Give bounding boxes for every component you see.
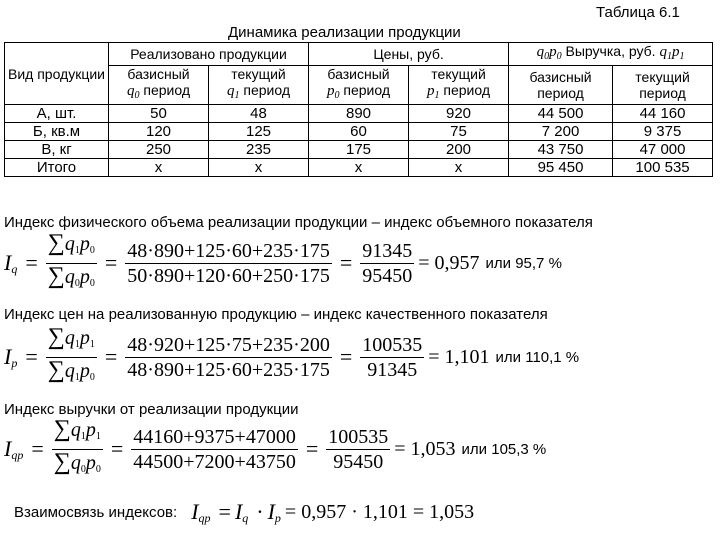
cell-p1: 920 — [409, 105, 509, 123]
sales-table — [4, 42, 713, 177]
cell-r0: 7 200 — [509, 123, 613, 141]
ip-denominator-sum: 91345 — [367, 358, 418, 381]
total-r0: 95 450 — [509, 159, 613, 177]
cell-p0: 175 — [309, 141, 409, 159]
header-row-1 — [5, 43, 713, 66]
table-row — [5, 105, 713, 123]
ip-heading: Индекс цен на реализованную продукцию – индекс качественного показателя — [4, 306, 548, 323]
relation-formula: $I_{qp}$ = $I_q$ · $I_p$ = 0,957 · 1,101 = 1,053 — [191, 498, 475, 525]
cell-p1: 200 — [409, 141, 509, 159]
iqp-numerator: 44160+9375+47000 — [133, 425, 296, 448]
cell-r1: 47 000 — [613, 141, 713, 159]
iqp-heading: Индекс выручки от реализации продукции — [4, 401, 299, 418]
header-prices: Цены, руб. — [309, 43, 509, 66]
table-row — [5, 123, 713, 141]
cell-q0: 50 — [109, 105, 209, 123]
cell-p0: 60 — [309, 123, 409, 141]
iq-formula: $I_q$ = $\frac{\sum q_1p_0}{\sum q_0p_0}$ = $\frac{48\cdot 890+125\cdot 60+235\cdot 175}{50\cdot 890+120\cdot 60+250\cdot 175}$ = $\frac{91345}{95450}$ = 0,957 или 95,7 % — [4, 229, 562, 289]
header-p1: текущий $p_1$ период — [409, 66, 509, 105]
total-q1: х — [209, 159, 309, 177]
relation-values: = 0,957 · 1,101 = 1,053 — [284, 500, 475, 523]
table-title: Динамика реализации продукции — [228, 24, 461, 41]
header-revenue-label: Выручка, руб. — [565, 43, 656, 59]
iq-numerator-sum: 91345 — [362, 239, 413, 262]
header-q1: текущий $q_1$ период — [209, 66, 309, 105]
total-r1: 100 535 — [613, 159, 713, 177]
ip-numerator-sum: 100535 — [362, 333, 423, 356]
iq-denominator-sum: 95450 — [362, 264, 413, 287]
iqp-percent: или 105,3 % — [461, 440, 547, 458]
iqp-result: = 1,053 — [394, 437, 456, 460]
cell-p0: 890 — [309, 105, 409, 123]
header-sold: Реализовано продукции — [109, 43, 309, 66]
cell-p1: 75 — [409, 123, 509, 141]
ip-numerator: 48·920+125·75+235·200 — [127, 333, 330, 356]
table-number: Таблица 6.1 — [596, 4, 680, 21]
iq-numerator: 48·890+125·60+235·175 — [127, 239, 330, 262]
iq-percent: или 95,7 % — [485, 254, 562, 272]
total-row — [5, 159, 713, 177]
iq-result: = 0,957 — [418, 251, 480, 274]
total-q0: х — [109, 159, 209, 177]
relation-label: Взаимосвязь индексов: — [14, 503, 178, 521]
table-row — [5, 141, 713, 159]
iqp-numerator-sum: 100535 — [328, 425, 389, 448]
iqp-denominator: 44500+7200+43750 — [133, 450, 296, 473]
cell-r0: 44 500 — [509, 105, 613, 123]
row-name: В, кг — [5, 141, 109, 159]
total-name: Итого — [5, 159, 109, 177]
header-revenue: $q_0p_0$ Выручка, руб. $q_1p_1$ — [509, 43, 713, 66]
header-r0: базисный период — [509, 66, 613, 105]
ip-denominator: 48·890+125·60+235·175 — [127, 358, 330, 381]
total-p0: х — [309, 159, 409, 177]
header-p0: базисный $p_0$ период — [309, 66, 409, 105]
ip-percent: или 110,1 % — [495, 348, 580, 366]
cell-q0: 120 — [109, 123, 209, 141]
header-r1: текущий период — [613, 66, 713, 105]
cell-q0: 250 — [109, 141, 209, 159]
cell-r1: 44 160 — [613, 105, 713, 123]
cell-q1: 125 — [209, 123, 309, 141]
ip-formula: $I_p$ = $\frac{\sum q_1p_1}{\sum q_1p_0}$ = $\frac{48\cdot 920+125\cdot 75+235\cdot 200}{48\cdot 890+125\cdot 60+235\cdot 175}$ = $\frac{100535}{91345}$ = 1,101 или 110,1 % — [4, 323, 580, 383]
total-p1: х — [409, 159, 509, 177]
row-name: Б, кв.м — [5, 123, 109, 141]
header-product: Вид продукции — [5, 43, 109, 105]
cell-q1: 48 — [209, 105, 309, 123]
iqp-formula: $I_{qp}$ = $\frac{\sum q_1p_1}{\sum q_0p_0}$ = $\frac{44160+9375+47000}{44500+7200+43750}$ = $\frac{100535}{95450}$ = 1,053 или 105,3 % — [4, 415, 547, 475]
iq-denominator: 50·890+120·60+250·175 — [127, 264, 330, 287]
cell-r0: 43 750 — [509, 141, 613, 159]
ip-result: = 1,101 — [428, 345, 490, 368]
row-name: А, шт. — [5, 105, 109, 123]
header-q0: базисный $q_0$ период — [109, 66, 209, 105]
cell-q1: 235 — [209, 141, 309, 159]
iq-heading: Индекс физического объема реализации продукции – индекс объемного показателя — [4, 214, 593, 231]
relation-row — [14, 492, 474, 532]
cell-r1: 9 375 — [613, 123, 713, 141]
iqp-denominator-sum: 95450 — [333, 450, 384, 473]
header-row-2 — [5, 66, 713, 105]
